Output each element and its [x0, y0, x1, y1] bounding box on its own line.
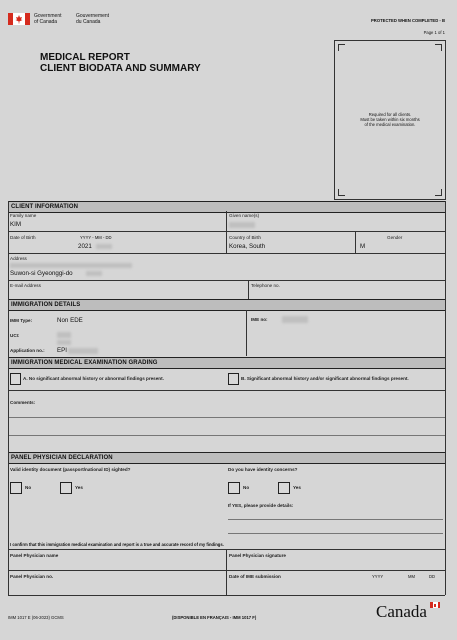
title-line2: CLIENT BIODATA AND SUMMARY: [40, 63, 201, 74]
gov-fr-line1: Gouvernement: [76, 13, 110, 19]
gov-en-line1: Government: [34, 13, 62, 19]
gender-label: Gender: [387, 235, 403, 240]
canada-wordmark: Canada: [376, 602, 427, 621]
client-info-title: CLIENT INFORMATION: [11, 203, 79, 210]
gov-fr-line2: du Canada: [76, 19, 101, 25]
physician-name-label: Panel Physician name: [10, 553, 59, 558]
given-name-redacted: [229, 222, 255, 228]
photo-box: [334, 40, 446, 200]
imm-type-label: IMM Type:: [10, 318, 33, 323]
physician-no-label: Panel Physician no.: [10, 574, 54, 579]
id-concerns-question: Do you have identity concerns?: [228, 467, 298, 472]
gov-en: [34, 13, 62, 25]
ime-date-label: Date of IME submission: [229, 574, 281, 579]
date-yyyy: YYYY: [372, 574, 384, 579]
grade-a-checkbox[interactable]: [10, 373, 21, 385]
application-redacted: [68, 348, 98, 354]
address-redacted: [10, 263, 132, 268]
gender-value[interactable]: M: [360, 243, 366, 250]
cob-label: Country of Birth: [229, 235, 261, 240]
grade-b-checkbox[interactable]: [228, 373, 239, 385]
family-name-value[interactable]: KIM: [10, 221, 22, 228]
photo-note: [335, 112, 445, 127]
ime-label: IME no:: [251, 317, 268, 322]
declaration-header: [8, 452, 445, 464]
photo-note-2: Must be taken within six months: [360, 117, 420, 122]
photo-note-3: of the medical examination.: [364, 122, 416, 127]
uci-redacted-2: [57, 340, 71, 345]
id-concerns-no-checkbox[interactable]: [228, 482, 240, 494]
dob-label: Date of Birth: [10, 235, 36, 240]
gov-fr: [76, 13, 109, 25]
id-sighted-yes-checkbox[interactable]: [60, 482, 72, 494]
grading-title: IMMIGRATION MEDICAL EXAMINATION GRADING: [11, 359, 158, 366]
confirm-statement: I confirm that this immigration medical examination and report is a true and accurate record of my findings.: [10, 542, 224, 547]
gov-en-line2: of Canada: [34, 19, 58, 25]
title-line1: MEDICAL REPORT: [40, 52, 130, 63]
address-label: Address: [10, 256, 27, 261]
cob-value[interactable]: Korea, South: [229, 243, 266, 250]
declaration-title: PANEL PHYSICIAN DECLARATION: [11, 454, 113, 461]
photo-note-1: Required for all clients.: [368, 112, 412, 117]
family-name-label: Family name: [10, 213, 37, 218]
form-frame: [8, 201, 446, 595]
id-sighted-question: Valid identity document (passport/national ID) sighted?: [10, 467, 131, 472]
date-mm: MM: [408, 574, 415, 579]
id-concerns-yes-label: Yes: [293, 485, 301, 490]
dob-value[interactable]: 2021: [78, 243, 92, 250]
uci-redacted-1: [57, 332, 71, 338]
phone-label: Telephone no.: [251, 283, 280, 288]
wordmark-flag-icon: [430, 602, 440, 608]
application-label: Application no.:: [10, 348, 45, 353]
immigration-details-header: [8, 299, 445, 311]
id-sighted-no-checkbox[interactable]: [10, 482, 22, 494]
grading-header: [8, 357, 445, 369]
grade-b-label: B. Significant abnormal history and/or significant abnormal findings present.: [241, 376, 409, 381]
french-version-note: (DISPONIBLE EN FRANÇAIS - IMM 1017 F): [172, 615, 257, 620]
page-number: Page 1 of 1: [423, 30, 445, 35]
application-value[interactable]: EPI: [57, 347, 67, 354]
id-sighted-no-label: No: [25, 485, 32, 490]
immigration-details-title: IMMIGRATION DETAILS: [11, 301, 81, 308]
protected-label: PROTECTED WHEN COMPLETED - B: [371, 18, 445, 23]
if-yes-label: If YES, please provide details:: [228, 503, 294, 508]
id-concerns-no-label: No: [243, 485, 250, 490]
physician-signature-label: Panel Physician signature: [229, 553, 286, 558]
email-label: E-mail Address: [10, 283, 41, 288]
id-concerns-yes-checkbox[interactable]: [278, 482, 290, 494]
address-value[interactable]: Suwon-si Gyeonggi-do: [10, 270, 73, 277]
comments-label: Comments:: [10, 400, 36, 405]
given-name-label: Given name(s): [229, 213, 260, 218]
dob-format: YYYY - MM - DD: [80, 235, 112, 240]
page-title: [40, 52, 201, 74]
form-id: IMM 1017 E (06-2023) GCMS: [8, 615, 64, 620]
canada-flag-icon: [8, 13, 30, 25]
dob-redacted: [96, 244, 112, 249]
imm-type-value[interactable]: Non EDE: [57, 317, 83, 324]
uci-label: UCI:: [10, 333, 20, 338]
grade-a-label: A. No significant abnormal history or abnormal findings present.: [23, 376, 164, 381]
date-dd: DD: [429, 574, 436, 579]
ime-redacted: [282, 316, 308, 323]
address-redacted-2: [86, 271, 102, 276]
id-sighted-yes-label: Yes: [75, 485, 83, 490]
